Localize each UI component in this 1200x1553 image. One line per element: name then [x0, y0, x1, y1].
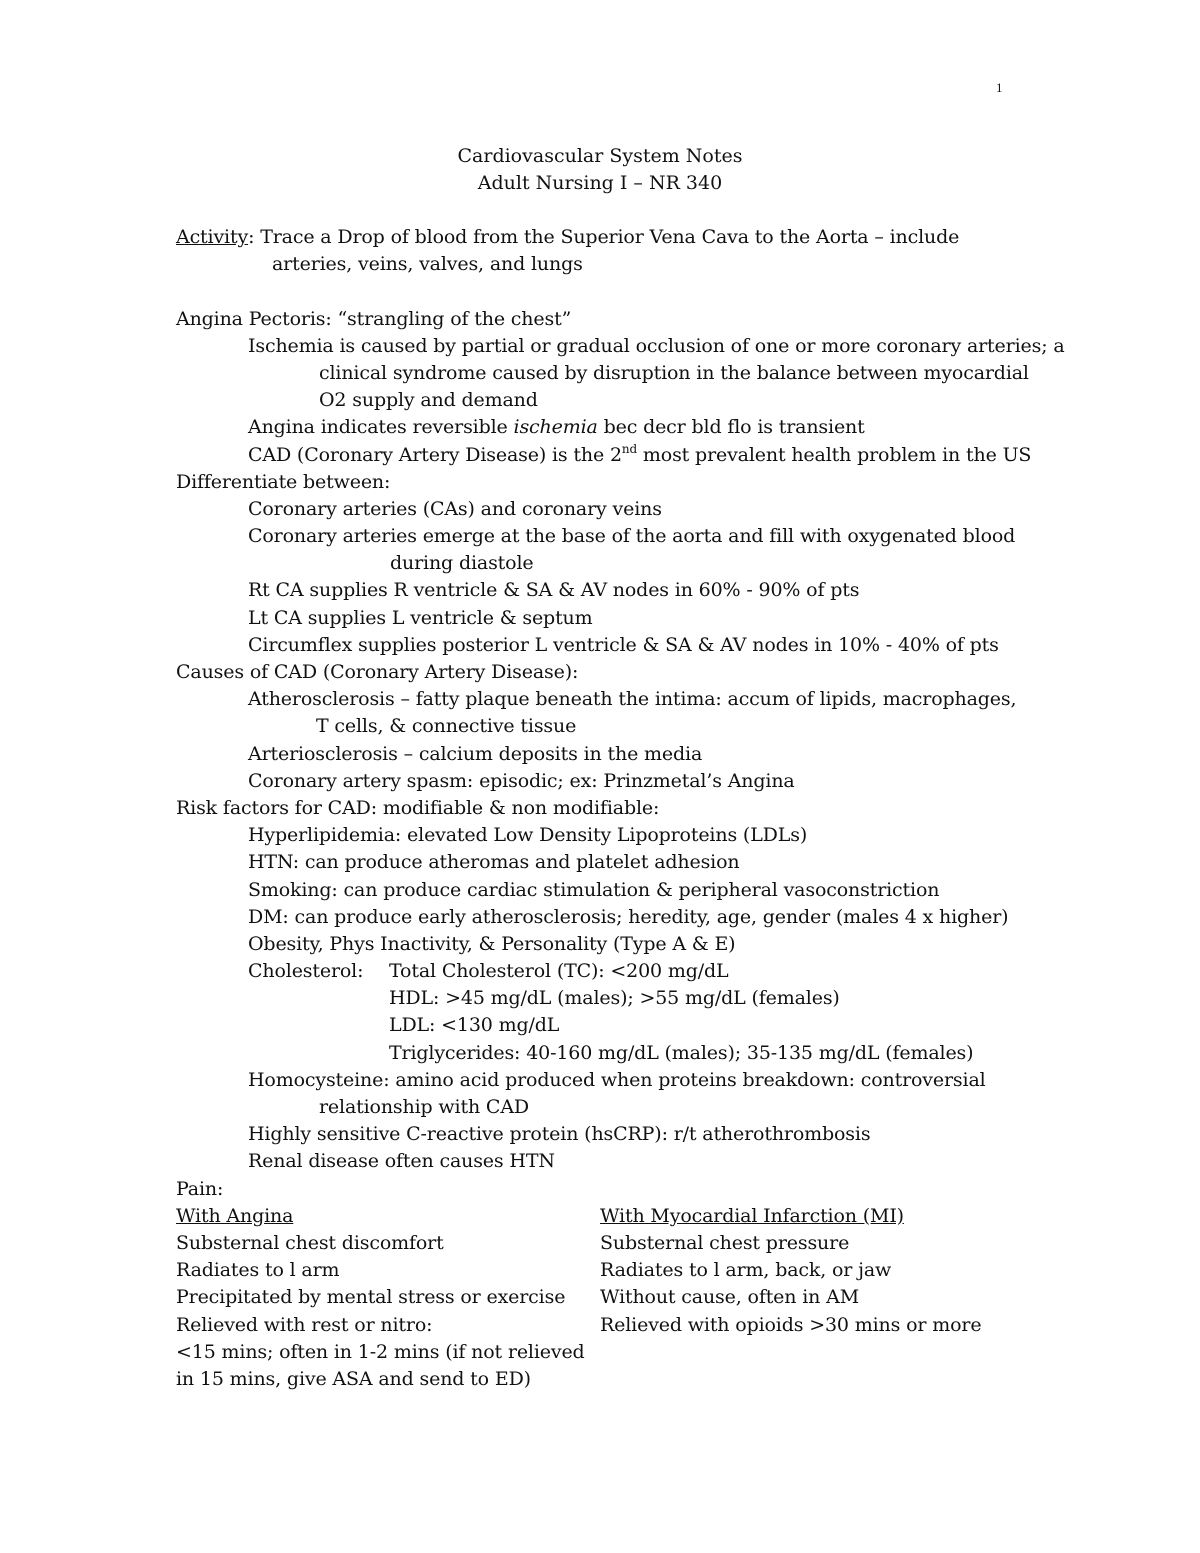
ischemia-text-end: O2 supply and demand [319, 389, 538, 412]
angina-cell: Substernal chest discomfort [176, 1231, 444, 1254]
pain-table-header [176, 1203, 1136, 1230]
risk-item: HTN: can produce atheromas and platelet adhesion [248, 851, 740, 874]
page-number: 1 [996, 80, 1003, 95]
angina-indicates-post: bec decr bld flo is transient [597, 416, 865, 439]
activity-line [176, 224, 1136, 251]
activity-text: : Trace a Drop of blood from the Superior Vena Cava to the Aorta – include [248, 226, 960, 248]
cad-prevalence [176, 442, 1136, 469]
differentiate-item: Coronary arteries emerge at the base of the aorta and fill with oxygenated blood [248, 525, 1016, 548]
cad-prevalence-pre: CAD (Coronary Artery Disease) is the 2 [248, 443, 622, 466]
cholesterol-value: HDL: >45 mg/dL (males); >55 mg/dL (females) [389, 987, 840, 1010]
risk-item: Homocysteine: amino acid produced when proteins breakdown: controversial [248, 1068, 986, 1091]
risk-item: Obesity, Phys Inactivity, & Personality (Type A & E) [248, 932, 736, 955]
angina-cell: <15 mins; often in 1-2 mins (if not relieved [176, 1340, 585, 1363]
angina-heading: Angina Pectoris: “strangling of the chest” [176, 307, 572, 330]
angina-cell: Radiates to l arm [176, 1259, 340, 1282]
cholesterol-value: Triglycerides: 40-160 mg/dL (males); 35-135 mg/dL (females) [389, 1041, 974, 1064]
angina-cell: in 15 mins, give ASA and send to ED) [176, 1367, 531, 1390]
mi-cell [600, 1366, 1136, 1393]
angina-cell: Precipitated by mental stress or exercise [176, 1286, 566, 1309]
pain-table-row [176, 1257, 1136, 1284]
ischemia-text-continued: clinical syndrome caused by disruption in the balance between myocardial [319, 361, 1029, 384]
pain-table-row [176, 1312, 1136, 1339]
cholesterol-value: LDL: <130 mg/dL [389, 1014, 560, 1037]
angina-indicates-emphasis: ischemia [513, 416, 598, 439]
pain-table-row [176, 1230, 1136, 1257]
cholesterol-label: Cholesterol: [248, 960, 364, 983]
differentiate-item: Rt CA supplies R ventricle & SA & AV nodes in 60% - 90% of pts [248, 579, 860, 602]
differentiate-item: Lt CA supplies L ventricle & septum [248, 606, 593, 629]
spacer [176, 278, 1136, 305]
risk-item: Hyperlipidemia: elevated Low Density Lipoproteins (LDLs) [248, 824, 808, 847]
angina-indicates-pre: Angina indicates reversible [248, 416, 514, 439]
document-subtitle: Adult Nursing I – NR 340 [477, 172, 723, 194]
mi-cell: Substernal chest pressure [600, 1231, 850, 1254]
cause-item: Atherosclerosis – fatty plaque beneath the intima: accum of lipids, macrophages, [248, 688, 1017, 711]
ischemia-text: Ischemia is caused by partial or gradual occlusion of one or more coronary arteries; a [248, 334, 1065, 357]
pain-heading: Pain: [176, 1177, 224, 1200]
causes-heading: Causes of CAD (Coronary Artery Disease): [176, 661, 579, 683]
notes-body [176, 224, 1136, 1393]
cause-item: Arteriosclerosis – calcium deposits in the media [248, 742, 703, 765]
risk-item: Renal disease often causes HTN [248, 1150, 555, 1173]
differentiate-item: Circumflex supplies posterior L ventricle & SA & AV nodes in 10% - 40% of pts [248, 633, 999, 656]
differentiate-heading: Differentiate between: [176, 470, 391, 493]
cholesterol-row [176, 1012, 1136, 1039]
cad-prevalence-post: most prevalent health problem in the US [637, 443, 1032, 466]
angina-column-header: With Angina [176, 1204, 294, 1227]
angina-indicates [176, 414, 1136, 441]
angina-cell: Relieved with rest or nitro: [176, 1313, 433, 1336]
risk-heading: Risk factors for CAD: modifiable & non modifiable: [176, 796, 660, 819]
cause-item: Coronary artery spasm: episodic; ex: Prinzmetal’s Angina [248, 769, 795, 792]
mi-column-header: With Myocardial Infarction (MI) [600, 1204, 904, 1227]
cause-item-continued: T cells, & connective tissue [316, 715, 577, 738]
document-title: Cardiovascular System Notes [457, 145, 743, 167]
activity-label: Activity [176, 226, 249, 248]
pain-table-row [176, 1366, 1136, 1393]
cholesterol-row [176, 985, 1136, 1012]
mi-cell: Without cause, often in AM [600, 1286, 860, 1309]
differentiate-item-continued: during diastole [390, 552, 534, 575]
mi-cell [585, 1339, 1136, 1366]
activity-text-continued: arteries, veins, valves, and lungs [272, 253, 583, 276]
mi-cell: Relieved with opioids >30 mins or more [600, 1313, 982, 1336]
cad-prevalence-superscript: nd [621, 441, 638, 456]
risk-item: DM: can produce early atherosclerosis; heredity, age, gender (males 4 x higher) [248, 905, 1009, 928]
cholesterol-row [176, 958, 1136, 985]
cholesterol-row [176, 1040, 1136, 1067]
pain-table-row [176, 1284, 1136, 1311]
cholesterol-value: Total Cholesterol (TC): <200 mg/dL [389, 960, 729, 983]
differentiate-item: Coronary arteries (CAs) and coronary veins [248, 497, 662, 520]
risk-item-continued: relationship with CAD [319, 1096, 529, 1118]
risk-item: Smoking: can produce cardiac stimulation & peripheral vasoconstriction [248, 878, 940, 901]
risk-item: Highly sensitive C-reactive protein (hsCRP): r/t atherothrombosis [248, 1123, 871, 1146]
mi-cell: Radiates to l arm, back, or jaw [600, 1259, 892, 1282]
pain-table-row [176, 1339, 1136, 1366]
